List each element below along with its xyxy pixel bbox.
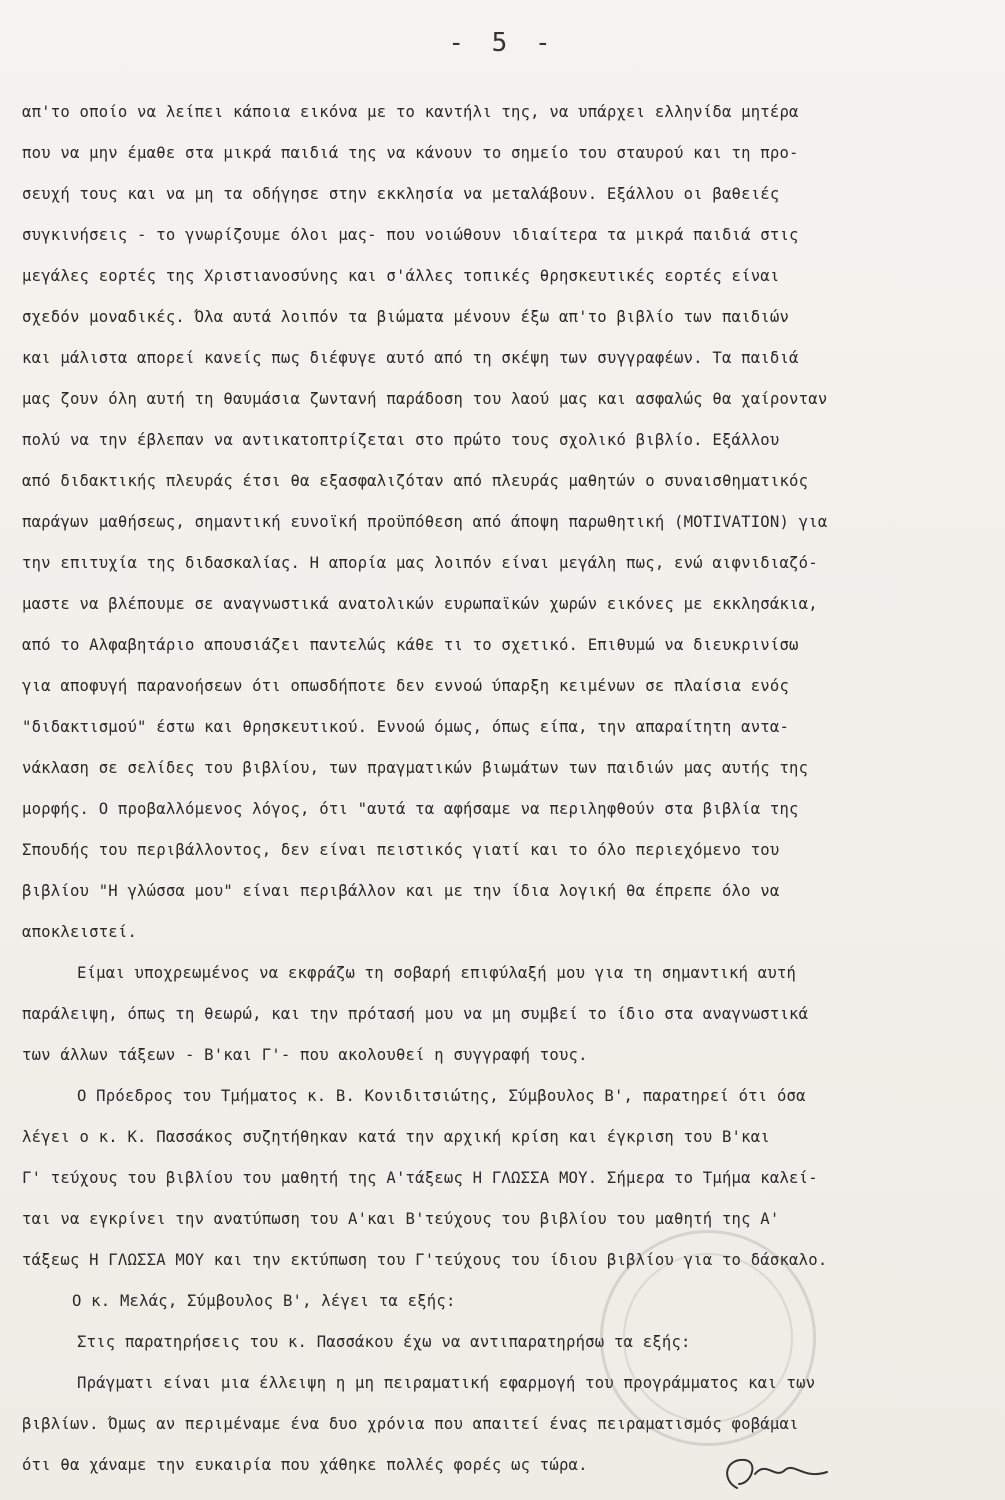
signature — [715, 1450, 835, 1496]
text-line: αποκλειστεί. — [22, 923, 138, 941]
text-line: βιβλίου "Η γλώσσα μου" είναι περιβάλλον και με την ίδια λογική θα έπρεπε όλο να — [22, 882, 780, 900]
text-line: Γ' τεύχους του βιβλίου του μαθητή της Α'τάξεως Η ΓΛΩΣΣΑ ΜΟΥ. Σήμερα το Τμήμα καλεί- — [22, 1169, 818, 1187]
text-line: Ο κ. Μελάς, Σύμβουλος Β', λέγει τα εξής: — [72, 1292, 456, 1310]
text-line: μεγάλες εορτές της Χριστιανοσύνης και σ'άλλες τοπικές θρησκευτικές εορτές είναι — [22, 267, 780, 285]
text-line: παράλειψη, όπως τη θεωρώ, και την πρότασή μου να μη συμβεί το ίδιο στα αναγνωστικά — [22, 1005, 809, 1023]
faded-stamp — [600, 1230, 816, 1446]
text-line: Είμαι υποχρεωμένος να εκφράζω τη σοβαρή επιφύλαξή μου για τη σημαντική αυτή — [77, 964, 797, 982]
text-line: Ο Πρόεδρος του Τμήματος κ. Β. Κονιδιτσιώτης, Σύμβουλος Β', παρατηρεί ότι όσα — [77, 1087, 806, 1105]
text-line: πολύ να την έβλεπαν να αντικατοπτρίζεται στο πρώτο τους σχολικό βιβλίο. Εξάλλου — [22, 431, 780, 449]
text-line: μορφής. Ο προβαλλόμενος λόγος, ότι "αυτά τα αφήσαμε να περιληφθούν στα βιβλία της — [22, 800, 799, 818]
text-line: συγκινήσεις - το γνωρίζουμε όλοι μας- που νοιώθουν ιδιαίτερα τα μικρά παιδιά στις — [22, 226, 799, 244]
text-line: βιβλίων. Όμως αν περιμέναμε ένα δυο χρόνια που απαιτεί ένας πειραματισμός φοβάμαι — [22, 1415, 799, 1433]
text-line: λέγει ο κ. Κ. Πασσάκος συζητήθηκαν κατά την αρχική κρίση και έγκριση του Β'και — [22, 1128, 770, 1146]
text-line: μαστε να βλέπουμε σε αναγνωστικά ανατολικών ευρωπαϊκών χωρών εικόνες με εκκλησάκια, — [22, 595, 818, 613]
text-line: για αποφυγή παρανοήσεων ότι οπωσδήποτε δεν εννοώ ύπαρξη κειμένων σε πλαίσια ενός — [22, 677, 790, 695]
text-line: τάξεως Η ΓΛΩΣΣΑ ΜΟΥ και την εκτύπωση του Γ'τεύχους του ίδιου βιβλίου για το δάσκαλο. — [22, 1251, 828, 1269]
text-line: Πράγματι είναι μια έλλειψη η μη πειραματική εφαρμογή του προγράμματος και των — [77, 1374, 816, 1392]
text-line: Σπουδής του περιβάλλοντος, δεν είναι πειστικός γιατί και το όλο περιεχόμενο του — [22, 841, 780, 859]
text-line: νάκλαση σε σελίδες του βιβλίου, των πραγματικών βιωμάτων των παιδιών μας αυτής της — [22, 759, 809, 777]
text-line: ται να εγκρίνει την ανατύπωση του Α'και Β'τεύχους του βιβλίου του μαθητή της Α' — [22, 1210, 780, 1228]
text-line: την επιτυχία της διδασκαλίας. Η απορία μας λοιπόν είναι μεγάλη πως, ενώ αιφνιδιαζό- — [22, 554, 818, 572]
text-line: παράγων μαθήσεως, σημαντική ευνοϊκή προϋπόθεση από άποψη παρωθητική (MOTIVATION) για — [22, 513, 828, 531]
text-line: Στις παρατηρήσεις του κ. Πασσάκου έχω να αντιπαρατηρήσω τα εξής: — [77, 1333, 691, 1351]
text-line: ότι θα χάναμε την ευκαιρία που χάθηκε πολλές φορές ως τώρα. — [22, 1456, 588, 1474]
text-line: και μάλιστα απορεί κανείς πως διέφυγε αυτό από τη σκέψη των συγγραφέων. Τα παιδιά — [22, 349, 799, 367]
page-number: - 5 - — [448, 28, 557, 58]
text-line: σχεδόν μοναδικές. Όλα αυτά λοιπόν τα βιώματα μένουν έξω απ'το βιβλίο των παιδιών — [22, 308, 790, 326]
text-line: των άλλων τάξεων - Β'και Γ'- που ακολουθεί η συγγραφή τους. — [22, 1046, 588, 1064]
text-line: από το Αλφαβητάριο απουσιάζει παντελώς κάθε τι το σχετικό. Επιθυμώ να διευκρινίσω — [22, 636, 799, 654]
text-line: σευχή τους και να μη τα οδήγησε στην εκκλησία να μεταλάβουν. Εξάλλου οι βαθειές — [22, 185, 780, 203]
text-line: που να μην έμαθε στα μικρά παιδιά της να κάνουν το σημείο του σταυρού και τη προ- — [22, 144, 799, 162]
text-line: απ'το οποίο να λείπει κάποια εικόνα με το καντήλι της, να υπάρχει ελληνίδα μητέρα — [22, 103, 799, 121]
document-body — [22, 92, 962, 1486]
text-line: μας ζουν όλη αυτή τη θαυμάσια ζωντανή παράδοση του λαού μας και ασφαλώς θα χαίρονταν — [22, 390, 828, 408]
text-line: "διδακτισμού" έστω και θρησκευτικού. Εννοώ όμως, όπως είπα, την απαραίτητη αντα- — [22, 718, 790, 736]
text-line: από διδακτικής πλευράς έτσι θα εξασφαλιζόταν από πλευράς μαθητών ο συναισθηματικός — [22, 472, 809, 490]
